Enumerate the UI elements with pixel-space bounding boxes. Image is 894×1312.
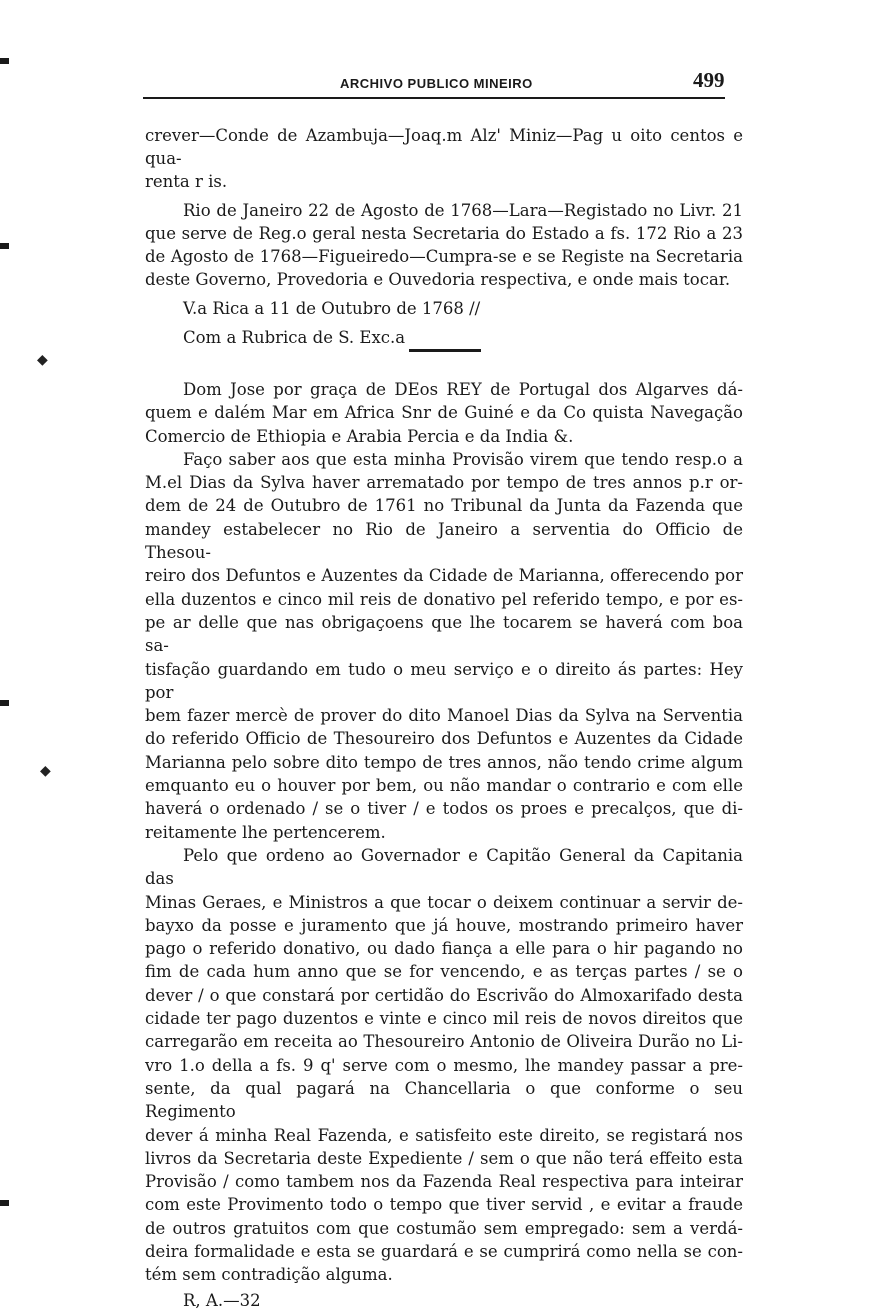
text-line: de Agosto de 1768—Figueiredo—Cumpra-se e se Registe na Secretaria xyxy=(145,247,743,266)
text-line: bem fazer mercè de prover do dito Manoel Dias da Sylva na Serventia xyxy=(145,706,743,726)
text-line: mandey estabelecer no Rio de Janeiro a serventia do Officio de Thesou- xyxy=(145,519,743,563)
page-number: 499 xyxy=(693,68,725,92)
text-line: tisfação guardando em tudo o meu serviço e o direito ás partes: Hey por xyxy=(145,659,743,702)
text-line: ella duzentos e cinco mil reis de donativo pel referido tempo, e por es- xyxy=(145,589,743,609)
margin-mark xyxy=(0,58,9,64)
text-line: Marianna pelo sobre dito tempo de tres annos, não tendo crime algum xyxy=(145,752,743,772)
text-line: do referido Officio de Thesoureiro dos Defuntos e Auzentes da Cidade xyxy=(145,729,743,749)
text-line: vro 1.o della a fs. 9 q' serve com o mesmo, lhe mandey passar a pre- xyxy=(145,1055,743,1075)
margin-dot: ◆ xyxy=(40,763,51,779)
margin-mark xyxy=(0,1200,9,1206)
text-line: reiro dos Defuntos e Auzentes da Cidade de Marianna, offerecendo por xyxy=(145,566,743,586)
top-section xyxy=(145,124,743,349)
text-line: com este Provimento todo o tempo que tiver servid , e evitar a fraude xyxy=(145,1195,743,1215)
text-line: tém sem contradição alguma. xyxy=(145,1265,393,1285)
text-line: dever á minha Real Fazenda, e satisfeito este direito, se registará nos xyxy=(145,1125,743,1145)
margin-mark xyxy=(0,243,9,249)
text-line: Provisão / como tambem nos da Fazenda Real respectiva para inteirar xyxy=(145,1172,743,1192)
text-line: que serve de Reg.o geral nesta Secretaria do Estado a fs. 172 Rio a 23 xyxy=(145,224,743,243)
text-line: crever—Conde de Azambuja—Joaq.m Alz' Miniz—Pag u oito centos e qua- xyxy=(145,126,743,168)
text-line: fim de cada hum anno que se for vencendo, e as terças partes / se o xyxy=(145,962,743,982)
margin-dot: ◆ xyxy=(37,352,48,368)
header-title: ARCHIVO PUBLICO MINEIRO xyxy=(340,76,533,91)
provisao-section xyxy=(145,378,743,1312)
text-line: haverá o ordenado / se o tiver / e todos os proes e precalços, que di- xyxy=(145,799,743,819)
text-line: carregarão em receita ao Thesoureiro Antonio de Oliveira Durão no Li- xyxy=(145,1032,743,1052)
text-line: sente, da qual pagará na Chancellaria o que conforme o seu Regimento xyxy=(145,1078,743,1122)
text-line: dem de 24 de Outubro de 1761 no Tribunal da Junta da Fazenda que xyxy=(145,496,743,516)
text-line: dever / o que constará por certidão do Escrivão do Almoxarifado desta xyxy=(145,985,743,1005)
text-line: cidade ter pago duzentos e vinte e cinco mil reis de novos direitos que xyxy=(145,1009,743,1029)
margin-mark xyxy=(0,700,9,706)
text-line: Rio de Janeiro 22 de Agosto de 1768—Lara—Registado no Livr. 21 xyxy=(183,201,743,220)
text-line: bayxo da posse e juramento que já houve, mostrando primeiro haver xyxy=(145,915,743,935)
text-line: de outros gratuitos com que costumão sem empregado: sem a verdá- xyxy=(145,1218,743,1238)
date-line: V.a Rica a 11 de Outubro de 1768 // xyxy=(183,299,481,318)
text-line: renta r is. xyxy=(145,172,228,191)
text-line: livros da Secretaria deste Expediente / sem o que não terá effeito esta xyxy=(145,1148,743,1168)
footer-signature: R, A.—32 xyxy=(183,1290,261,1310)
text-line: quem e dalém Mar em Africa Snr de Guiné e da Co quista Navegação xyxy=(145,403,743,423)
running-header xyxy=(145,68,745,98)
text-line: pago o referido donativo, ou dado fiança a elle para o hir pagando no xyxy=(145,939,743,959)
text-line: deste Governo, Provedoria e Ouvedoria respectiva, e onde mais tocar. xyxy=(145,270,731,289)
text-line: M.el Dias da Sylva haver arrematado por tempo de tres annos p.r or- xyxy=(145,473,743,493)
text-line: Minas Geraes, e Ministros a que tocar o deixem continuar a servir de- xyxy=(145,892,743,912)
text-line: emquanto eu o houver por bem, ou não mandar o contrario e com elle xyxy=(145,776,743,796)
section-separator xyxy=(409,349,481,352)
text-line: Dom Jose por graça de DEos REY de Portugal dos Algarves dá- xyxy=(183,380,743,399)
text-line: Faço saber aos que esta minha Provisão virem que tendo resp.o a xyxy=(183,449,743,469)
text-line: pe ar delle que nas obrigaçoens que lhe tocarem se haverá com boa sa- xyxy=(145,612,743,656)
text-line: Pelo que ordeno ao Governador e Capitão General da Capitania das xyxy=(145,845,743,889)
rubrica-line: Com a Rubrica de S. Exc.a xyxy=(183,328,406,347)
header-rule xyxy=(143,97,725,99)
text-line: reitamente lhe pertencerem. xyxy=(145,822,386,842)
text-line: Comercio de Ethiopia e Arabia Percia e da India &. xyxy=(145,426,574,446)
text-line: deira formalidade e esta se guardará e se cumprirá como nella se con- xyxy=(145,1241,743,1261)
